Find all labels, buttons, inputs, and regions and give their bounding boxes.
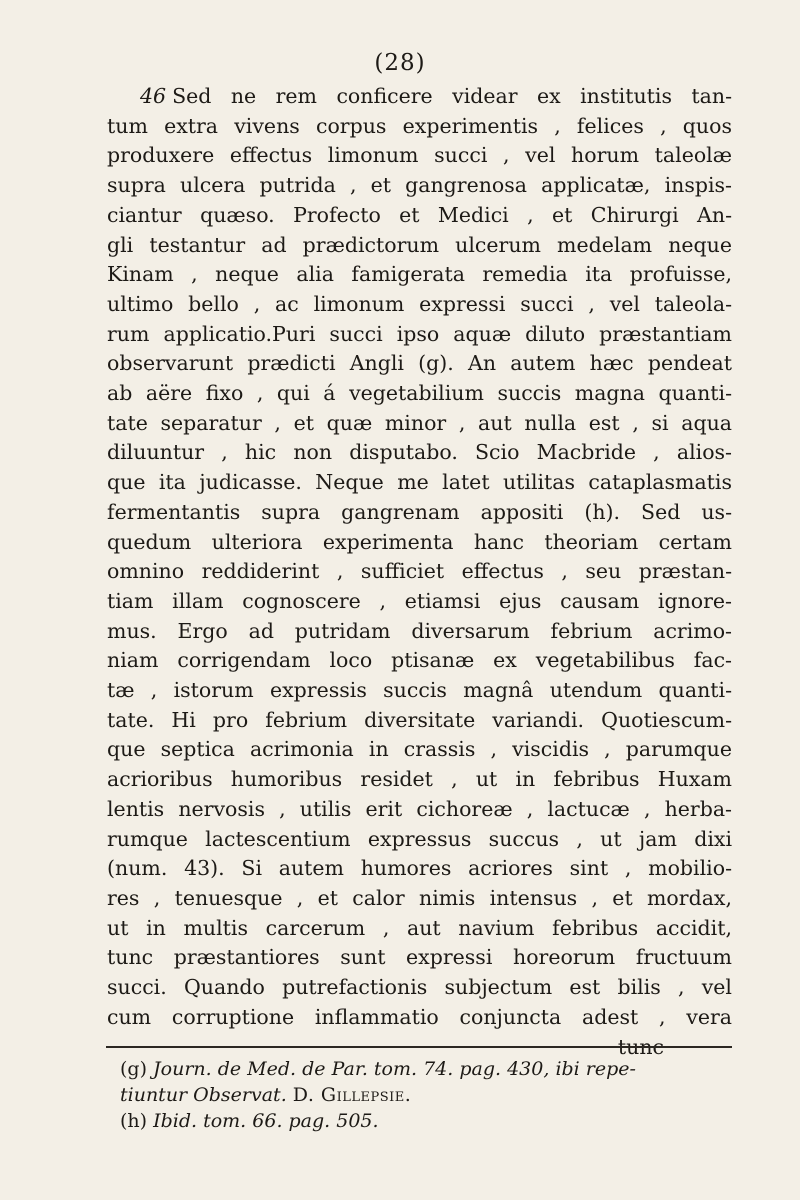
text-line xyxy=(107,676,732,706)
text-line-content: ut in multis carcerum , aut navium febribus accidit, xyxy=(107,915,732,940)
footnote-h xyxy=(120,1108,740,1134)
text-line xyxy=(107,706,732,736)
text-line-content: res , tenuesque , et calor nimis intensus , et mordax, xyxy=(107,885,732,910)
text-line xyxy=(107,409,732,439)
text-line xyxy=(107,825,732,855)
text-line xyxy=(107,735,732,765)
text-line xyxy=(107,468,732,498)
text-line-content: rum applicatio.Puri succi ipso aquæ diluto præstantiam xyxy=(107,321,732,346)
footnote-h-source: Ibid. tom. 66. pag. 505. xyxy=(153,1110,379,1132)
text-line xyxy=(107,914,732,944)
text-line-content: observarunt prædicti Angli (g). An autem hæc pendeat xyxy=(107,351,732,376)
text-line-content: (num. 43). Si autem humores acriores sint , mobilio- xyxy=(107,856,732,881)
text-line-content: rumque lactescentium expressus succus , ut jam dixi xyxy=(107,826,732,851)
text-line xyxy=(107,438,732,468)
text-line-content: lentis nervosis , utilis erit cichoreæ , lactucæ , herba- xyxy=(107,796,732,821)
text-line-content: niam corrigendam loco ptisanæ ex vegetabilibus fac- xyxy=(107,648,732,673)
text-line-content: diluuntur , hic non disputabo. Scio Macbride , alios- xyxy=(107,440,732,465)
text-line-content: tate separatur , et quæ minor , aut nulla est , si aqua xyxy=(107,410,732,435)
footnote-g-mark: (g) xyxy=(120,1058,147,1080)
text-line-content: fermentantis supra gangrenam appositi (h). Sed us- xyxy=(107,499,732,524)
text-line-content: tæ , istorum expressis succis magnâ utendum quanti- xyxy=(107,678,732,703)
footnote-g xyxy=(120,1056,740,1082)
text-line xyxy=(107,231,732,261)
footnotes xyxy=(120,1056,740,1134)
footnote-divider xyxy=(106,1046,732,1048)
text-line-content: tum extra vivens corpus experimentis , felices , quos xyxy=(107,113,732,138)
main-paragraph xyxy=(107,82,732,1062)
footnote-g-source: Journ. de Med. de Par. tom. xyxy=(153,1058,418,1080)
text-line-content: mus. Ergo ad putridam diversarum febrium acrimo- xyxy=(107,618,732,643)
text-line-content: succi. Quando putrefactionis subjectum est bilis , vel xyxy=(107,975,732,1000)
footnote-g-ibi: ibi repe- xyxy=(555,1058,636,1080)
text-line-content: ultimo bello , ac limonum expressi succi , vel taleola- xyxy=(107,291,732,316)
text-line-content: tunc præstantiores sunt expressi horeorum fructuum xyxy=(107,945,732,970)
footnote-g-author: D. Gillepsie. xyxy=(292,1084,412,1106)
footnote-g-cont: tiuntur Observat. xyxy=(120,1084,287,1106)
text-line xyxy=(107,112,732,142)
text-line xyxy=(107,82,732,112)
text-line-content: que ita judicasse. Neque me latet utilitas cataplasmatis xyxy=(107,470,732,495)
text-line xyxy=(107,587,732,617)
text-line-content: Sed ne rem conficere videar ex institutis tan- xyxy=(172,84,732,108)
text-line-content: cum corruptione inflammatio conjuncta adest , vera xyxy=(107,1004,732,1029)
text-line xyxy=(107,498,732,528)
footnote-g-continued xyxy=(120,1082,740,1108)
text-line xyxy=(107,260,732,290)
text-line-content: omnino reddiderint , sufficiet effectus , seu præstan- xyxy=(107,559,732,584)
text-line xyxy=(107,141,732,171)
text-line-content: ab aëre fixo , qui á vegetabilium succis magna quanti- xyxy=(107,381,732,406)
text-line-content: quedum ulteriora experimenta hanc theoriam certam xyxy=(107,529,732,554)
footnote-h-mark: (h) xyxy=(120,1110,148,1132)
page-number: (28) xyxy=(374,50,426,76)
footnote-g-ref: 74. pag. 430, xyxy=(423,1058,550,1080)
text-line xyxy=(107,320,732,350)
text-line-content: tiam illam cognoscere , etiamsi ejus causam ignore- xyxy=(107,588,732,613)
text-line xyxy=(107,290,732,320)
text-line xyxy=(107,884,732,914)
text-line xyxy=(107,1003,732,1033)
text-line xyxy=(107,528,732,558)
text-line xyxy=(107,973,732,1003)
text-line xyxy=(107,617,732,647)
text-line-content: tate. Hi pro febrium diversitate variandi. Quotiescum- xyxy=(107,707,732,732)
text-line-content: gli testantur ad prædictorum ulcerum medelam neque xyxy=(107,232,732,257)
text-line-content: Kinam , neque alia famigerata remedia ita profuisse, xyxy=(107,262,732,287)
text-line xyxy=(107,201,732,231)
text-line-content: que septica acrimonia in crassis , viscidis , parumque xyxy=(107,737,732,762)
text-line-content: supra ulcera putrida , et gangrenosa applicatæ, inspis- xyxy=(107,173,732,198)
text-line xyxy=(107,795,732,825)
text-line xyxy=(107,646,732,676)
text-line-content: produxere effectus limonum succi , vel horum taleolæ xyxy=(107,143,732,168)
text-line xyxy=(107,854,732,884)
text-line xyxy=(107,557,732,587)
text-line xyxy=(107,943,732,973)
paragraph-number: 46 xyxy=(140,84,167,108)
text-line xyxy=(107,379,732,409)
text-line xyxy=(107,171,732,201)
text-line xyxy=(107,349,732,379)
text-line xyxy=(107,765,732,795)
text-line-content: ciantur quæso. Profecto et Medici , et Chirurgi An- xyxy=(107,202,732,227)
text-line-content: acrioribus humoribus residet , ut in febribus Huxam xyxy=(107,767,732,792)
catchword: tunc xyxy=(617,1034,664,1059)
